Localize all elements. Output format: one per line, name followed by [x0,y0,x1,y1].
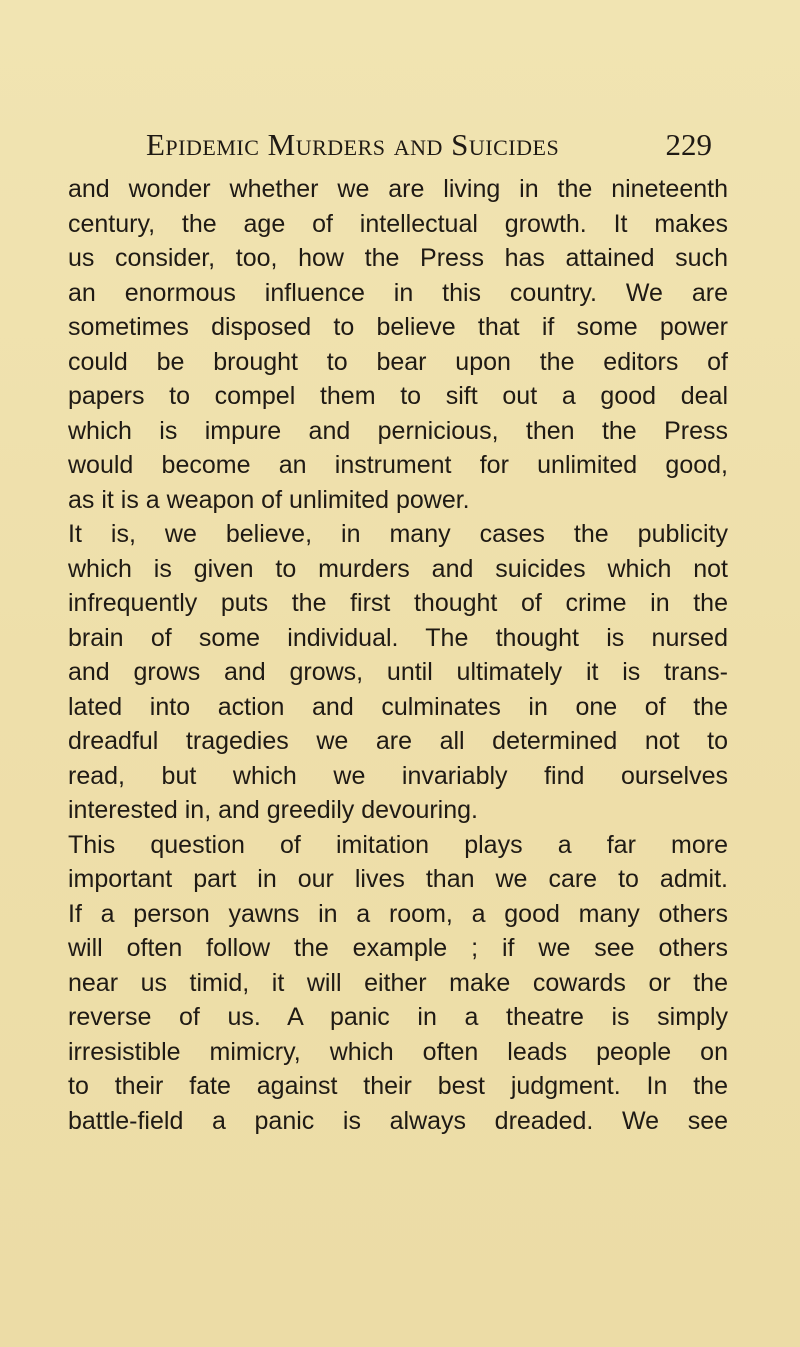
text-line: and wonder whether we are living in the nineteenth [68,175,728,203]
text-line: If a person yawns in a room, a good many others [68,899,728,928]
page-number: 229 [665,127,712,162]
text-line: read, but which we invariably find ourselves [68,761,728,790]
text-line: reverse of us. A panic in a theatre is simply [68,1003,728,1031]
text-line: will often follow the example ; if we see others [68,934,728,962]
text-line: battle-field a panic is always dreaded. We see [68,1106,728,1135]
text-line: us consider, too, how the Press has attained such [68,244,728,272]
text-line: This question of imitation plays a far more [68,830,728,859]
text-line: sometimes disposed to believe that if some power [68,313,728,341]
text-line: brain of some individual. The thought is nursed [68,623,728,652]
text-line: would become an instrument for unlimited good, [68,451,728,479]
text-line: century, the age of intellectual growth. It makes [68,209,728,238]
text-line: near us timid, it will either make cowards or the [68,968,728,997]
text-line: to their fate against their best judgment. In the [68,1072,728,1100]
text-line: infrequently puts the first thought of crime in the [68,589,728,617]
text-line: which is given to murders and suicides which not [68,554,728,583]
text-line: as it is a weapon of unlimited power. [68,485,470,514]
running-title: Epidemic Murders and Suicides [146,127,560,162]
text-line: irresistible mimicry, which often leads people on [68,1037,728,1066]
page-header [146,127,712,173]
text-line: lated into action and culminates in one of the [68,692,728,721]
text-line: could be brought to bear upon the editors of [68,347,728,376]
text-line: which is impure and pernicious, then the Press [68,416,728,445]
text-line: dreadful tragedies we are all determined not to [68,727,728,755]
text-line: It is, we believe, in many cases the publicity [68,520,728,548]
text-line: interested in, and greedily devouring. [68,796,478,824]
text-line: important part in our lives than we care to admit. [68,865,728,893]
body-text [68,172,728,1138]
text-line: an enormous influence in this country. We are [68,278,728,307]
text-line: and grows and grows, until ultimately it is trans- [68,658,728,686]
text-line: papers to compel them to sift out a good deal [68,382,728,410]
